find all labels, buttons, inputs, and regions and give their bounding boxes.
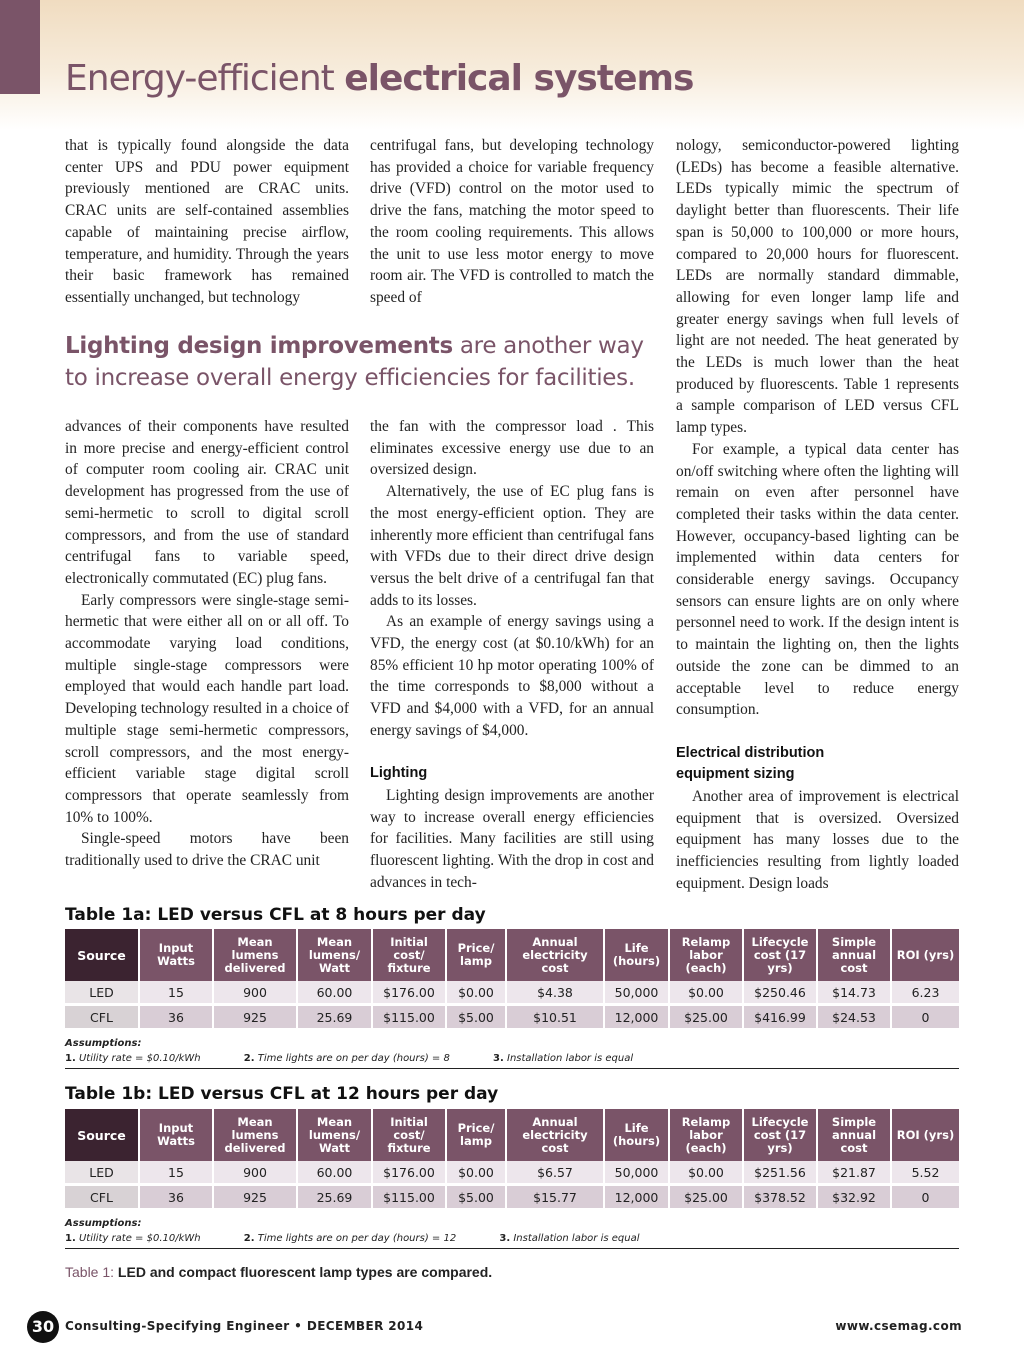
- table-cell: LED: [65, 1161, 139, 1185]
- table-cell: 50,000: [604, 1161, 669, 1185]
- table-cell: $21.87: [817, 1161, 891, 1185]
- paragraph: the fan with the compressor load . This eliminates excessive energy use due to an oversized design.: [370, 418, 654, 479]
- column-header: Source: [65, 929, 139, 981]
- section-heading-electrical: Electrical distribution equipment sizing: [676, 744, 825, 783]
- table-cell: 0: [891, 1005, 959, 1030]
- paragraph: Alternatively, the use of EC plug fans is the most energy-efficient option. They are inherently more efficient than centrifugal fans with VFDs due to their direct drive design versus the belt drive of a centrifugal fan that adds to its losses.: [370, 483, 654, 609]
- table-1b-title: Table 1b: LED versus CFL at 12 hours per day: [65, 1084, 499, 1104]
- table-cell: $15.77: [506, 1185, 604, 1210]
- column-1-top: [65, 135, 349, 309]
- column-header: Lifecycle cost (17 yrs): [743, 929, 817, 981]
- table-cell: 6.23: [891, 981, 959, 1005]
- table-caption: Table 1: LED and compact fluorescent lamp types are compared.: [65, 1264, 493, 1280]
- column-2-top: [370, 135, 654, 309]
- column-header: Mean lumens delivered: [213, 1109, 297, 1161]
- paragraph: that is typically found alongside the data center UPS and PDU power equipment previously mentioned are CRAC units. CRAC units are self-contained assemblies capable of maintaining precise airflow, temperature, and humidity. Through the years their basic framework has remained essentially unchanged, but technology: [65, 137, 349, 306]
- column-2-bottom: [370, 416, 654, 893]
- column-header: Mean lumens delivered: [213, 929, 297, 981]
- table-cell: 15: [139, 1161, 213, 1185]
- assumption-item: 1. Utility rate = $0.10/kWh: [65, 1053, 201, 1064]
- table-cell: 25.69: [297, 1185, 372, 1210]
- table-cell: 15: [139, 981, 213, 1005]
- table-cell: $416.99: [743, 1005, 817, 1030]
- column-header: Mean lumens/ Watt: [297, 929, 372, 981]
- table-cell: 0: [891, 1185, 959, 1210]
- paragraph: For example, a typical data center has on/off switching where often the lighting will remain on even after personnel have completed their tasks within the data center. However, occupancy-based lighting can be implemented within data centers for considerable energy savings. Occupancy sensors can ensure lights are on only where personnel need to work. If the design intent is to maintain the lighting on, then the lights outside the zone can be dimmed to an acceptable level to reduce energy consumption.: [676, 440, 959, 719]
- paragraph: Another area of improvement is electrical equipment that is oversized. Oversized equipment has many losses due to the inefficiencies resulting from lightly loaded equipment. Design loads: [676, 788, 959, 892]
- table-header-row: [65, 1109, 959, 1161]
- column-header: Input Watts: [139, 1109, 213, 1161]
- table-row-cfl: [65, 1185, 959, 1210]
- table-cell: 12,000: [604, 1185, 669, 1210]
- table-1a-title: Table 1a: LED versus CFL at 8 hours per day: [65, 905, 486, 925]
- assumption-item: 2. Time lights are on per day (hours) = 12: [243, 1233, 457, 1244]
- table-cell: $24.53: [817, 1005, 891, 1030]
- table-cell: $25.00: [669, 1005, 743, 1030]
- table-cell: 900: [213, 981, 297, 1005]
- table-cell: 60.00: [297, 981, 372, 1005]
- table-header-row: [65, 929, 959, 981]
- table-cell: 12,000: [604, 1005, 669, 1030]
- table-cell: 50,000: [604, 981, 669, 1005]
- column-header: Source: [65, 1109, 139, 1161]
- column-header: Initial cost/ fixture: [372, 1109, 446, 1161]
- page-title: Energy-efficient electrical systems: [65, 58, 694, 99]
- paragraph: nology, semiconductor-powered lighting (LEDs) has become a feasible alternative. LEDs typically mimic the spectrum of daylight better than fluorescents. Their life span is 50,000 to 100,000 or more hours, compared to 20,000 hours for fluorescent. LEDs are normally standard dimmable, allowing for even longer lamp life and greater energy savings when full levels of light are not needed. The heat generated by the LEDs is much lower than the heat produced by fluorescents. Table 1 represents a sample comparison of LED versus CFL lamp types.: [676, 137, 959, 437]
- column-3: [676, 135, 959, 895]
- table-cell: $115.00: [372, 1005, 446, 1030]
- table-cell: 925: [213, 1005, 297, 1030]
- column-header: Input Watts: [139, 929, 213, 981]
- table-row-led: [65, 1161, 959, 1185]
- column-header: Initial cost/ fixture: [372, 929, 446, 981]
- column-header: Mean lumens/ Watt: [297, 1109, 372, 1161]
- page-number: 30: [27, 1311, 59, 1343]
- table-cell: $14.73: [817, 981, 891, 1005]
- table-cell: $5.00: [446, 1005, 506, 1030]
- column-header: Lifecycle cost (17 yrs): [743, 1109, 817, 1161]
- column-header: ROI (yrs): [891, 1109, 959, 1161]
- table-cell: $10.51: [506, 1005, 604, 1030]
- column-header: Simple annual cost: [817, 929, 891, 981]
- table-cell: $0.00: [669, 1161, 743, 1185]
- assumptions-label: Assumptions:: [65, 1218, 142, 1229]
- footer-publication: Consulting-Specifying Engineer • DECEMBER 2014: [65, 1319, 424, 1333]
- table-cell: 36: [139, 1185, 213, 1210]
- column-header: Life (hours): [604, 1109, 669, 1161]
- column-header: Annual electricity cost: [506, 1109, 604, 1161]
- section-heading-lighting: Lighting: [370, 765, 428, 782]
- table-cell: $0.00: [446, 981, 506, 1005]
- table-cell: $250.46: [743, 981, 817, 1005]
- column-header: Life (hours): [604, 929, 669, 981]
- assumption-item: 1. Utility rate = $0.10/kWh: [65, 1233, 201, 1244]
- table-cell: $5.00: [446, 1185, 506, 1210]
- table-cell: $32.92: [817, 1185, 891, 1210]
- table-1b-assumptions: [65, 1218, 959, 1249]
- pull-quote: Lighting design improvements are another way to increase overall energy efficiencies for facilities.: [65, 333, 644, 391]
- column-header: ROI (yrs): [891, 929, 959, 981]
- paragraph: Single-speed motors have been traditionally used to drive the CRAC unit: [65, 830, 349, 870]
- table-cell: 60.00: [297, 1161, 372, 1185]
- table-cell: $176.00: [372, 1161, 446, 1185]
- column-header: Price/ lamp: [446, 1109, 506, 1161]
- assumption-item: 3. Installation labor is equal: [499, 1233, 640, 1244]
- table-1a-assumptions: [65, 1038, 959, 1069]
- table-row-cfl: [65, 1005, 959, 1030]
- table-cell: 900: [213, 1161, 297, 1185]
- column-1-bottom: [65, 416, 349, 872]
- table-cell: CFL: [65, 1005, 139, 1030]
- column-header: Relamp labor (each): [669, 929, 743, 981]
- table-cell: $6.57: [506, 1161, 604, 1185]
- table-cell: 25.69: [297, 1005, 372, 1030]
- paragraph: centrifugal fans, but developing technology has provided a choice for variable frequency drive (VFD) control on the motor used to drive the fans, matching the motor speed to the room cooling requirements. This allows the unit to use less motor energy to move room air. The VFD is controlled to match the speed of: [370, 137, 654, 306]
- table-cell: LED: [65, 981, 139, 1005]
- paragraph: Early compressors were single-stage semi-hermetic that were either all on or all off. To accommodate varying load conditions, multiple single-stage compressors were employed that would each handle part load. Developing technology resulted in a choice of multiple stage semi-hermetic compressors, scroll compressors, and the most energy-efficient variable stage digital scroll compressors that operate seamlessly from 10% to 100%.: [65, 591, 349, 826]
- table-cell: CFL: [65, 1185, 139, 1210]
- assumption-item: 2. Time lights are on per day (hours) = 8: [243, 1053, 450, 1064]
- table-cell: $0.00: [446, 1161, 506, 1185]
- table-cell: $25.00: [669, 1185, 743, 1210]
- table-cell: $176.00: [372, 981, 446, 1005]
- paragraph: advances of their components have resulted in more precise and energy-efficient control of computer room cooling air. CRAC unit development has progressed from the use of semi-hermetic to scroll to digital scroll compressors, and from the use of standard centrifugal fans to variable speed, electronically commutated (EC) plug fans.: [65, 418, 349, 587]
- assumption-item: 3. Installation labor is equal: [493, 1053, 634, 1064]
- table-1a: [65, 929, 959, 1031]
- column-header: Price/ lamp: [446, 929, 506, 981]
- table-row-led: [65, 981, 959, 1005]
- table-cell: $4.38: [506, 981, 604, 1005]
- section-color-bar: [0, 0, 40, 94]
- table-cell: 36: [139, 1005, 213, 1030]
- table-cell: $115.00: [372, 1185, 446, 1210]
- table-cell: 925: [213, 1185, 297, 1210]
- paragraph: Lighting design improvements are another way to increase overall energy efficiencies for facilities. Many facilities are still using fluorescent lighting. With the drop in cost and advances in tech-: [370, 786, 654, 891]
- column-header: Annual electricity cost: [506, 929, 604, 981]
- table-cell: $0.00: [669, 981, 743, 1005]
- table-cell: 5.52: [891, 1161, 959, 1185]
- assumptions-label: Assumptions:: [65, 1038, 142, 1049]
- column-header: Simple annual cost: [817, 1109, 891, 1161]
- table-cell: $251.56: [743, 1161, 817, 1185]
- paragraph: As an example of energy savings using a VFD, the energy cost (at $0.10/kWh) for an 85% efficient 10 hp motor operating 100% of the time corresponds to $8,000 without a VFD and $4,000 with a VFD, for an annual energy savings of $4,000.: [370, 613, 654, 739]
- footer-url[interactable]: www.csemag.com: [835, 1319, 962, 1333]
- table-1b: [65, 1109, 959, 1211]
- column-header: Relamp labor (each): [669, 1109, 743, 1161]
- table-cell: $378.52: [743, 1185, 817, 1210]
